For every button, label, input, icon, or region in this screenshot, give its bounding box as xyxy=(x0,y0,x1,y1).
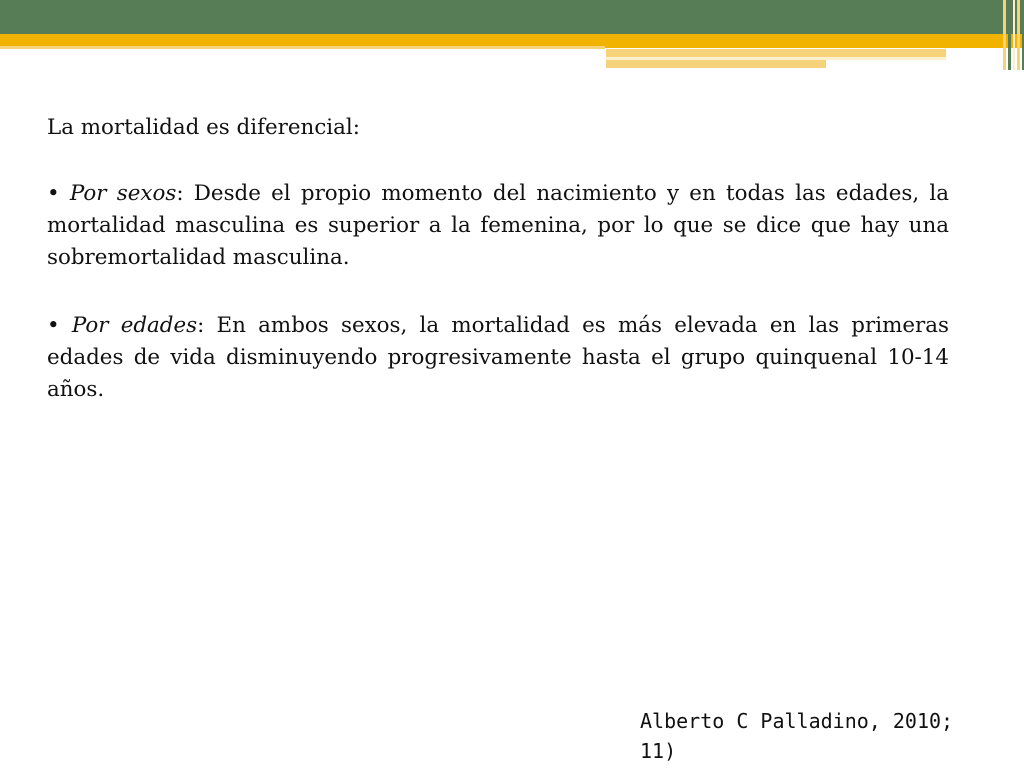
header-gold-strip xyxy=(606,49,946,57)
bullet-text-sexos: : Desde el propio momento del nacimiento y en todas las edades, la mortalidad masculina es superior a la femenina, por lo que se dice que hay una sobremortalidad masculina. xyxy=(47,181,949,270)
header-green-band xyxy=(0,0,1024,34)
bullet-term-sexos: Por sexos xyxy=(69,181,177,206)
header-stripe xyxy=(1003,0,1006,70)
header-stripe xyxy=(1008,0,1011,70)
citation: Alberto C Palladino, 2010; 11) xyxy=(640,709,954,763)
header-pale-line xyxy=(0,46,605,49)
bullet-edades xyxy=(47,310,949,406)
bullet-term-edades: Por edades xyxy=(71,313,198,338)
header-right-stripes xyxy=(994,0,1024,70)
bullet-text-edades: : En ambos sexos, la mortalidad es más elevada en las primeras edades de vida disminuyendo progresivamente hasta el grupo quinquenal 10-14 años. xyxy=(47,313,949,402)
header-gold-strip-short xyxy=(606,60,826,68)
slide-heading: La mortalidad es diferencial: xyxy=(47,115,360,140)
slide-content xyxy=(47,112,949,442)
bullet-marker: • xyxy=(47,181,60,206)
bullet-sexos xyxy=(47,178,949,274)
bullet-marker: • xyxy=(47,313,60,338)
header-stripe xyxy=(1013,0,1015,70)
header-stripe xyxy=(1017,0,1020,70)
